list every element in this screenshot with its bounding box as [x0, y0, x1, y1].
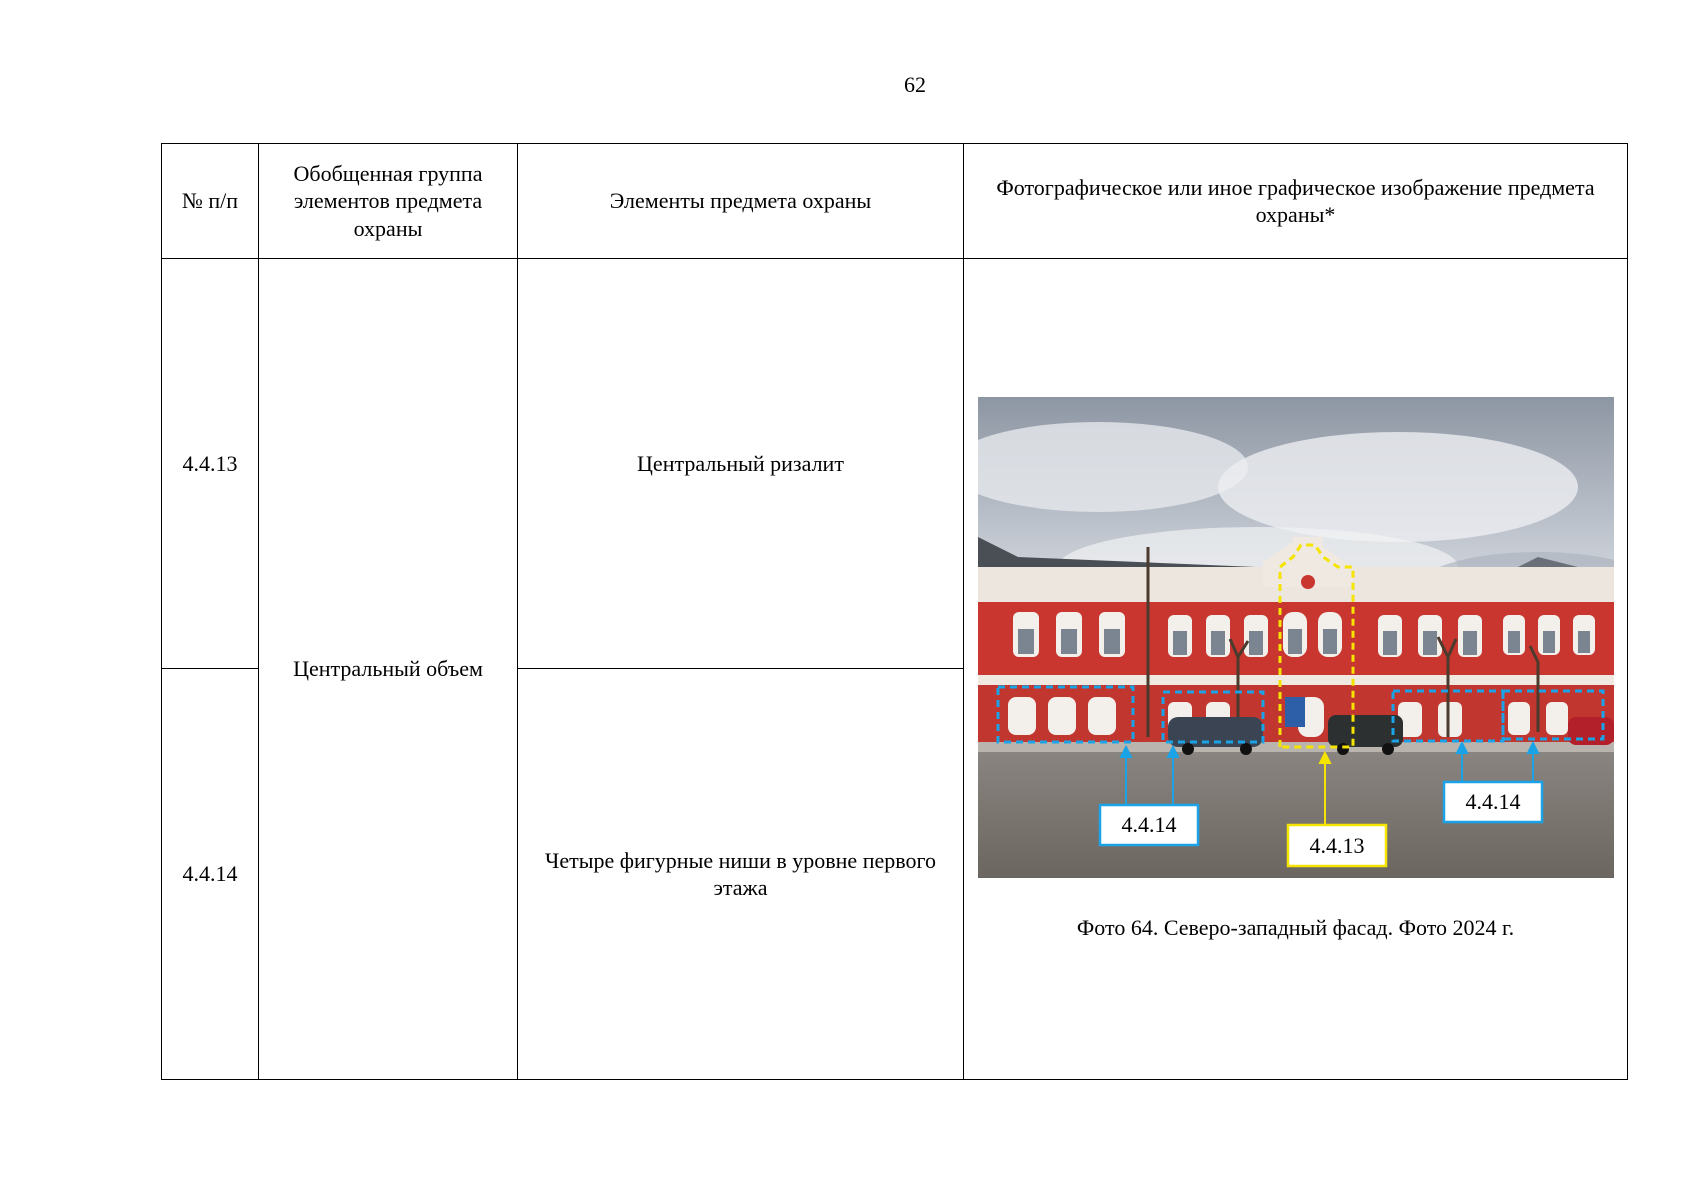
- header-image: Фотографическое или иное графическое изображение предмета охраны*: [964, 144, 1628, 259]
- photo-caption: Фото 64. Северо-западный фасад. Фото 2024 г.: [1076, 914, 1515, 940]
- header-elements: Элементы предмета охраны: [518, 144, 964, 259]
- risalit-label: 4.4.13: [1309, 832, 1364, 858]
- facade-photo: [978, 397, 1614, 878]
- photo-cell: [964, 259, 1628, 1080]
- header-group: Обобщенная группа элементов предмета охраны: [259, 144, 518, 259]
- table-row: [162, 259, 1628, 669]
- table-header-row: [162, 144, 1628, 259]
- row-element: Центральный ризалит: [518, 259, 964, 669]
- page-number: 62: [904, 72, 926, 97]
- protection-elements-table: [161, 143, 1628, 1080]
- header-number: № п/п: [162, 144, 259, 259]
- group-cell: Центральный объем: [259, 259, 518, 1080]
- row-number: 4.4.14: [162, 669, 259, 1080]
- row-number: 4.4.13: [162, 259, 259, 669]
- niche-label-right: 4.4.14: [1465, 788, 1520, 814]
- niche-label-left: 4.4.14: [1121, 811, 1176, 837]
- row-element: Четыре фигурные ниши в уровне первого этажа: [518, 669, 964, 1080]
